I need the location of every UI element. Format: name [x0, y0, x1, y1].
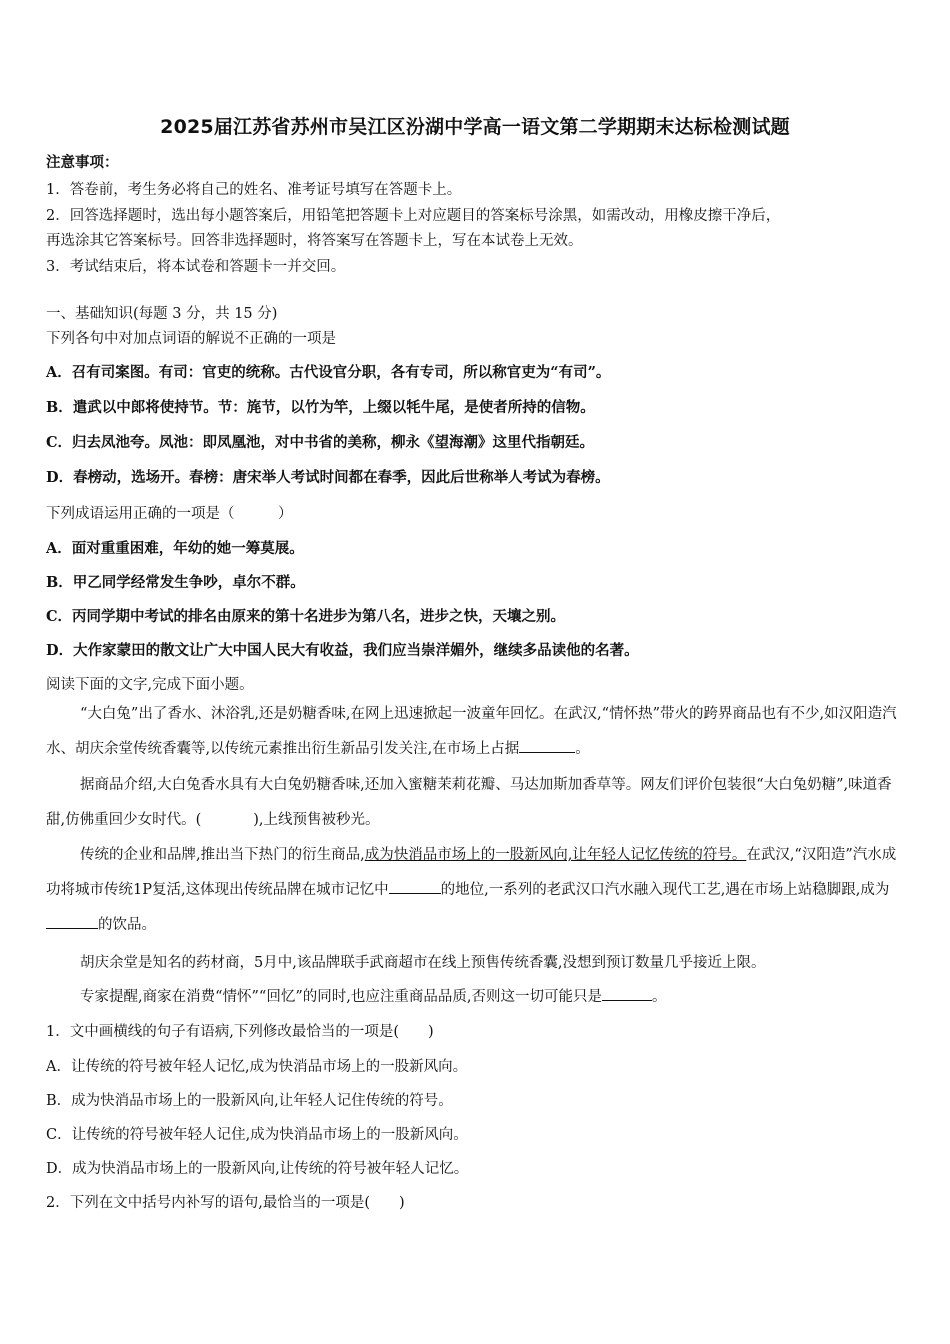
option-b: B．甲乙同学经常发生争吵，卓尔不群。: [46, 574, 305, 591]
question-stem: 下列各句中对加点词语的解说不正确的一项是: [46, 331, 336, 347]
reading-paragraph-2: [46, 768, 908, 838]
notice-heading: 注意事项：: [46, 154, 119, 171]
question-stem: 1．文中画横线的句子有语病,下列修改最恰当的一项是( ): [46, 1024, 434, 1040]
option-a: A．召有司案图。有司：官吏的统称。古代设官分职，各有专司，所以称官吏为“有司”。: [46, 364, 611, 381]
paragraph-text: 专家提醒,商家在消费“情怀”“回忆”的同时,也应注重商品品质,否则这一切可能只是: [80, 989, 602, 1005]
notice-item: 再选涂其它答案标号。回答非选择题时，将答案写在答题卡上，写在本试卷上无效。: [46, 233, 583, 249]
notice-item: 2．回答选择题时，选出每小题答案后，用铅笔把答题卡上对应题目的答案标号涂黑，如需改动，用橡皮擦干净后，: [46, 208, 781, 224]
notice-item: 3．考试结束后，将本试卷和答题卡一并交回。: [46, 259, 346, 275]
option-b: B．遣武以中郎将使持节。节：旄节，以竹为竿，上缀以牦牛尾，是使者所持的信物。: [46, 399, 595, 416]
option-d: D．大作家蒙田的散文让广大中国人民大有收益，我们应当崇洋媚外，继续多品读他的名著。: [46, 642, 639, 659]
reading-intro: 阅读下面的文字,完成下面小题。: [46, 677, 254, 693]
answer-blank: [519, 751, 575, 753]
paragraph-text: 传统的企业和品牌,推出当下热门的衍生商品,: [80, 847, 365, 863]
answer-blank: [46, 927, 98, 929]
paragraph-text: 。: [575, 741, 590, 757]
question-stem: 下列成语运用正确的一项是（ ）: [46, 506, 293, 522]
notice-item: 1．答卷前，考生务必将自己的姓名、准考证号填写在答题卡上。: [46, 182, 462, 198]
reading-paragraph-5: [46, 980, 908, 1015]
section-heading: 一、基础知识(每题 3 分，共 15 分): [46, 306, 278, 322]
page-title: 2025届江苏省苏州市吴江区汾湖中学高一语文第二学期期末达标检测试题: [160, 116, 790, 138]
paragraph-text: 在武汉,“汉阳造”汽水成功将城市传统1P复活,这体现出传统品牌在城市记忆中: [46, 847, 897, 898]
paragraph-text: “大白兔”出了香水、沐浴乳,还是奶糖香味,在网上迅速掀起一波童年回忆。在武汉,“情怀热”带火的跨界商品也有不少,如汉阳造汽水、胡庆余堂传统香囊等,以传统元素推出衍生新品引发关注,在市场上占据: [46, 706, 897, 757]
option-b: B．成为快消品市场上的一股新风向,让年轻人记住传统的符号。: [46, 1093, 453, 1109]
paragraph-text: ),上线预售被秒光。: [253, 812, 380, 828]
answer-blank: [389, 892, 441, 894]
underlined-sentence: 成为快消品市场上的一股新风向,让年轻人记忆传统的符号。: [364, 847, 747, 863]
reading-paragraph-4: 胡庆余堂是知名的药材商，5月中,该品牌联手武商超市在线上预售传统香囊,没想到预订数量几乎接近上限。: [80, 955, 766, 971]
option-c: C．丙同学期中考试的排名由原来的第十名进步为第八名，进步之快，天壤之别。: [46, 608, 566, 625]
answer-blank: [602, 999, 652, 1001]
option-d: D．春榜动，选场开。春榜：唐宋举人考试时间都在春季，因此后世称举人考试为春榜。: [46, 469, 610, 486]
question-stem: 2．下列在文中括号内补写的语句,最恰当的一项是( ): [46, 1195, 405, 1211]
reading-paragraph-3: [46, 838, 908, 943]
option-c: C．让传统的符号被年轻人记住,成为快消品市场上的一股新风向。: [46, 1127, 468, 1143]
option-a: A．面对重重困难，年幼的她一筹莫展。: [46, 540, 304, 557]
paragraph-text: 据商品介绍,大白兔香水具有大白兔奶糖香味,还加入蜜糖茉莉花瓣、马达加斯加香草等。网友们评价包装很“大白兔奶糖”,味道香甜,仿佛重回少女时代。(: [46, 777, 892, 828]
paragraph-text: 的地位,一系列的老武汉口汽水融入现代工艺,遇在市场上站稳脚跟,成为: [440, 882, 890, 898]
paragraph-text: 。: [651, 989, 667, 1005]
option-d: D．成为快消品市场上的一股新风向,让传统的符号被年轻人记忆。: [46, 1161, 469, 1177]
reading-paragraph-1: [46, 697, 908, 767]
option-c: C．归去凤池夸。凤池：即凤凰池，对中书省的美称，柳永《望海潮》这里代指朝廷。: [46, 434, 595, 451]
option-a: A．让传统的符号被年轻人记忆,成为快消品市场上的一股新风向。: [46, 1059, 468, 1075]
paragraph-text: 的饮品。: [98, 917, 156, 933]
